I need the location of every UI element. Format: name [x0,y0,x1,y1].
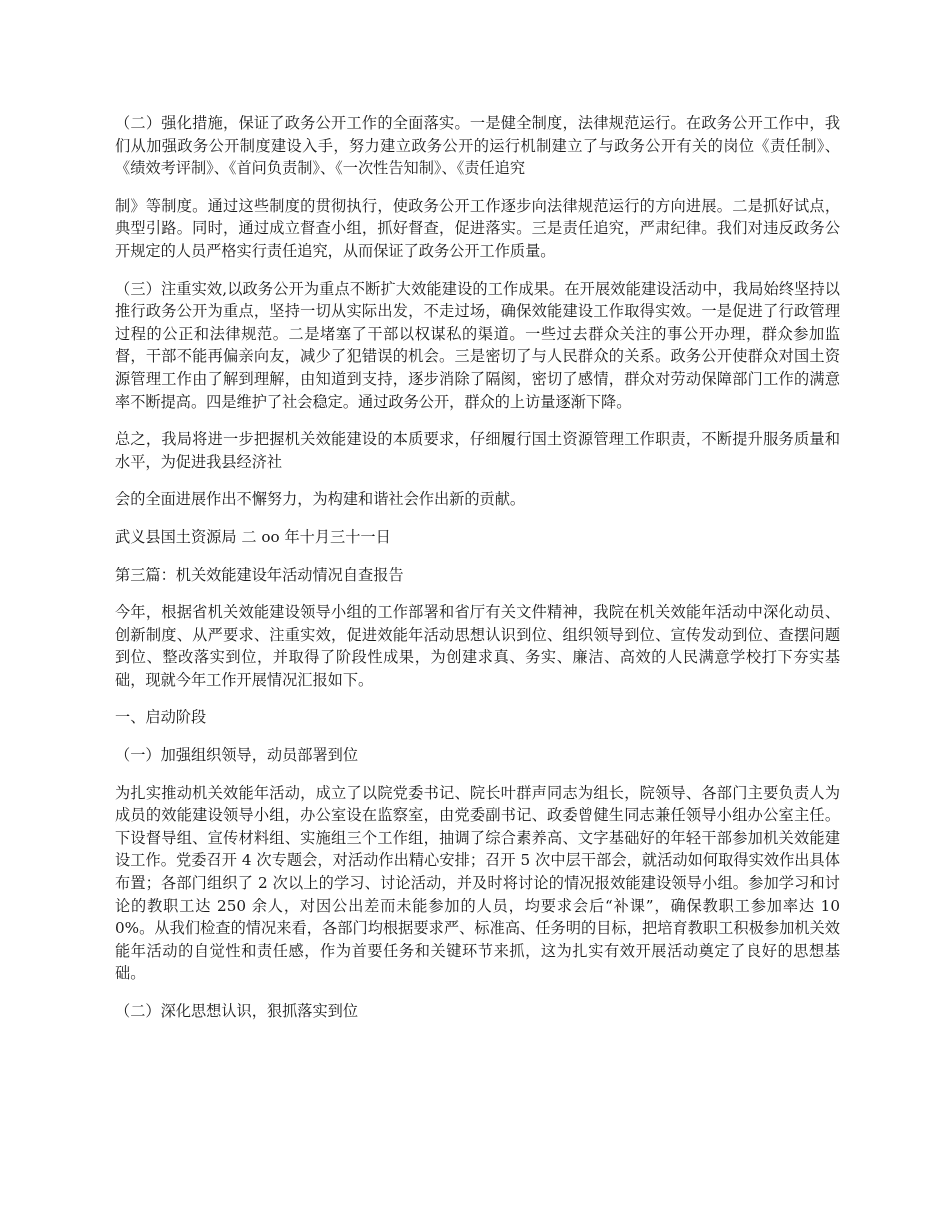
paragraph-organization: 为扎实推动机关效能年活动，成立了以院党委书记、院长叶群声同志为组长，院领导、各部门主要负责人为成员的效能建设领导小组，办公室设在监察室，由党委副书记、政委曾健生同志兼任领导小组办公室主任。下设督导组、宣传材料组、实施组三个工作组，抽调了综合素养高、文字基础好的年轻干部参加机关效能建设工作。党委召开 4 次专题会，对活动作出精心安排；召开 5 次中层干部会，就活动如何取得实效作出具体布置；各部门组织了 2 次以上的学习、讨论活动，并及时将讨论的情况报效能建设领导小组。参加学习和讨论的教职工达 250 余人，对因公出差而未能参加的人员，均要求会后“补课”，确保教职工参加率达 100%。从我们检查的情况来看，各部门均根据要求严、标准高、任务明的目标，把培育教职工积极参加机关效能年活动的自觉性和责任感，作为首要任务和关键环节来抓，这为扎实有效开展活动奠定了良好的思想基础。 [115,783,840,983]
heading-launch-stage: 一、启动阶段 [115,708,207,727]
signature-line: 武义县国土资源局 二 oo 年十月三十一日 [115,527,391,546]
paragraph-system-continued: 制》等制度。通过这些制度的贯彻执行，使政务公开工作逐步向法律规范运行的方向进展。二是抓好试点，典型引路。同时，通过成立督查小组，抓好督查，促进落实。三是责任追究，严肃纪律。我们对违反政务公开规定的人员严格实行责任追究，从而保证了政务公开工作质量。 [115,196,840,260]
document-body [115,112,840,1038]
subheading-organization: （一）加强组织领导，动员部署到位 [115,746,358,765]
paragraph-effectiveness: （三）注重实效,以政务公开为重点不断扩大效能建设的工作成果。在开展效能建设活动中，我局始终坚持以推行政务公开为重点，坚持一切从实际出发，不走过场，确保效能建设工作取得实效。一是促进了行政管理过程的公正和法律规范。二是堵塞了干部以权谋私的渠道。一些过去群众关注的事公开办理，群众参加监督，干部不能再偏亲向友，减少了犯错误的机会。三是密切了与人民群众的关系。政务公开使群众对国土资源管理工作由了解到理解，由知道到支持，逐步消除了隔阂，密切了感情，群众对劳动保障部门工作的满意率不断提高。四是维护了社会稳定。通过政务公开，群众的上访量逐渐下降。 [115,279,840,411]
paragraph-conclusion-continued: 会的全面进展作出不懈努力，为构建和谐社会作出新的贡献。 [115,490,526,509]
paragraph-intro: 今年，根据省机关效能建设领导小组的工作部署和省厅有关文件精神，我院在机关效能年活动中深化动员、创新制度、从严要求、注重实效，促进效能年活动思想认识到位、组织领导到位、宣传发动到位、查摆问题到位、整改落实到位，并取得了阶段性成果，为创建求真、务实、廉洁、高效的人民满意学校打下夯实基础，现就今年工作开展情况汇报如下。 [115,603,840,689]
subheading-deepen: （二）深化思想认识，狠抓落实到位 [115,1002,358,1020]
paragraph-conclusion: 总之，我局将进一步把握机关效能建设的本质要求，仔细履行国土资源管理工作职责，不断提升服务质量和水平，为促进我县经济社 [115,430,840,471]
section-title: 第三篇：机关效能建设年活动情况自查报告 [115,565,404,584]
paragraph-measures: （二）强化措施，保证了政务公开工作的全面落实。一是健全制度，法律规范运行。在政务公开工作中，我们从加强政务公开制度建设入手，努力建立政务公开的运行机制建立了与政务公开有关的岗位《责任制》、《绩效考评制》、《首问负责制》、《一次性告知制》、《责任追究 [115,114,840,178]
